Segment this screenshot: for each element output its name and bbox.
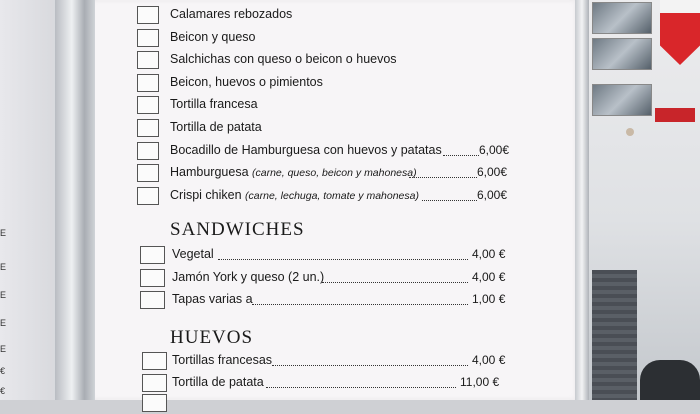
left-background bbox=[0, 0, 60, 400]
edge-glyph: E bbox=[0, 228, 7, 238]
item-label: Vegetal bbox=[172, 247, 214, 261]
leader-dots bbox=[422, 188, 477, 201]
checkbox[interactable] bbox=[137, 29, 159, 47]
edge-glyph: € bbox=[0, 386, 6, 396]
leader-dots bbox=[272, 353, 468, 366]
item-price: 4,00 € bbox=[472, 353, 506, 367]
item-label: Beicon, huevos o pimientos bbox=[170, 75, 323, 89]
edge-glyph: E bbox=[0, 290, 7, 300]
item-note: (carne, queso, beicon y mahonesa) bbox=[252, 167, 417, 179]
checkbox[interactable] bbox=[137, 164, 159, 182]
right-glass-frame bbox=[575, 0, 589, 400]
item-label: Tapas varias a bbox=[172, 292, 253, 306]
item-label: Salchichas con queso o beicon o huevos bbox=[170, 52, 397, 66]
item-label: Bocadillo de Hamburguesa con huevos y patatas bbox=[170, 143, 442, 157]
item-name: Hamburguesa bbox=[170, 165, 249, 179]
leader-dots bbox=[322, 270, 468, 283]
leader-dots bbox=[443, 143, 479, 156]
checkbox[interactable] bbox=[140, 291, 165, 309]
chair-back bbox=[640, 360, 700, 400]
edge-glyph: E bbox=[0, 318, 7, 328]
checkbox[interactable] bbox=[142, 394, 167, 412]
checkbox[interactable] bbox=[137, 142, 159, 160]
checkbox[interactable] bbox=[140, 269, 165, 287]
leader-dots bbox=[266, 375, 456, 388]
item-price: 11,00 € bbox=[460, 375, 500, 389]
item-price: 6,00€ bbox=[477, 165, 508, 179]
item-price: 6,00€ bbox=[479, 143, 510, 157]
section-heading-sandwiches: SANDWICHES bbox=[170, 219, 305, 240]
leader-dots bbox=[218, 247, 468, 260]
wall-photo bbox=[592, 2, 652, 34]
item-note: (carne, lechuga, tomate y mahonesa) bbox=[245, 190, 419, 202]
checkbox[interactable] bbox=[140, 246, 165, 264]
item-label bbox=[170, 188, 419, 202]
edge-glyph: € bbox=[0, 366, 6, 376]
red-tab bbox=[655, 108, 695, 122]
item-name: Crispi chiken bbox=[170, 188, 242, 202]
checkbox[interactable] bbox=[137, 96, 159, 114]
item-price: 6,00€ bbox=[477, 188, 508, 202]
leader-dots bbox=[409, 165, 477, 178]
wall-photo bbox=[592, 84, 652, 116]
checkbox[interactable] bbox=[142, 352, 167, 370]
checkbox[interactable] bbox=[137, 51, 159, 69]
item-label: Calamares rebozados bbox=[170, 7, 293, 21]
checkbox[interactable] bbox=[137, 119, 159, 137]
item-price: 4,00 € bbox=[472, 270, 506, 284]
wall-photo bbox=[592, 38, 652, 70]
checkbox[interactable] bbox=[137, 74, 159, 92]
checkbox[interactable] bbox=[142, 374, 167, 392]
item-label: Jamón York y queso (2 un.) bbox=[172, 270, 325, 284]
dark-wall-panel bbox=[592, 270, 637, 400]
edge-glyph: E bbox=[0, 262, 7, 272]
item-price: 4,00 € bbox=[472, 247, 506, 261]
item-price: 1,00 € bbox=[472, 292, 506, 306]
item-label: Tortillas francesas bbox=[172, 353, 273, 367]
item-label: Tortilla de patata bbox=[170, 120, 262, 134]
leader-dots bbox=[252, 292, 468, 305]
left-glass-frame bbox=[55, 0, 97, 400]
checkbox[interactable] bbox=[137, 6, 159, 24]
item-label bbox=[170, 165, 417, 179]
edge-glyph: E bbox=[0, 344, 7, 354]
pushpin bbox=[626, 128, 634, 136]
item-label: Tortilla francesa bbox=[170, 97, 258, 111]
checkbox[interactable] bbox=[137, 187, 159, 205]
item-label: Tortilla de patata bbox=[172, 375, 264, 389]
section-heading-huevos: HUEVOS bbox=[170, 327, 254, 348]
item-label: Beicon y queso bbox=[170, 30, 256, 44]
